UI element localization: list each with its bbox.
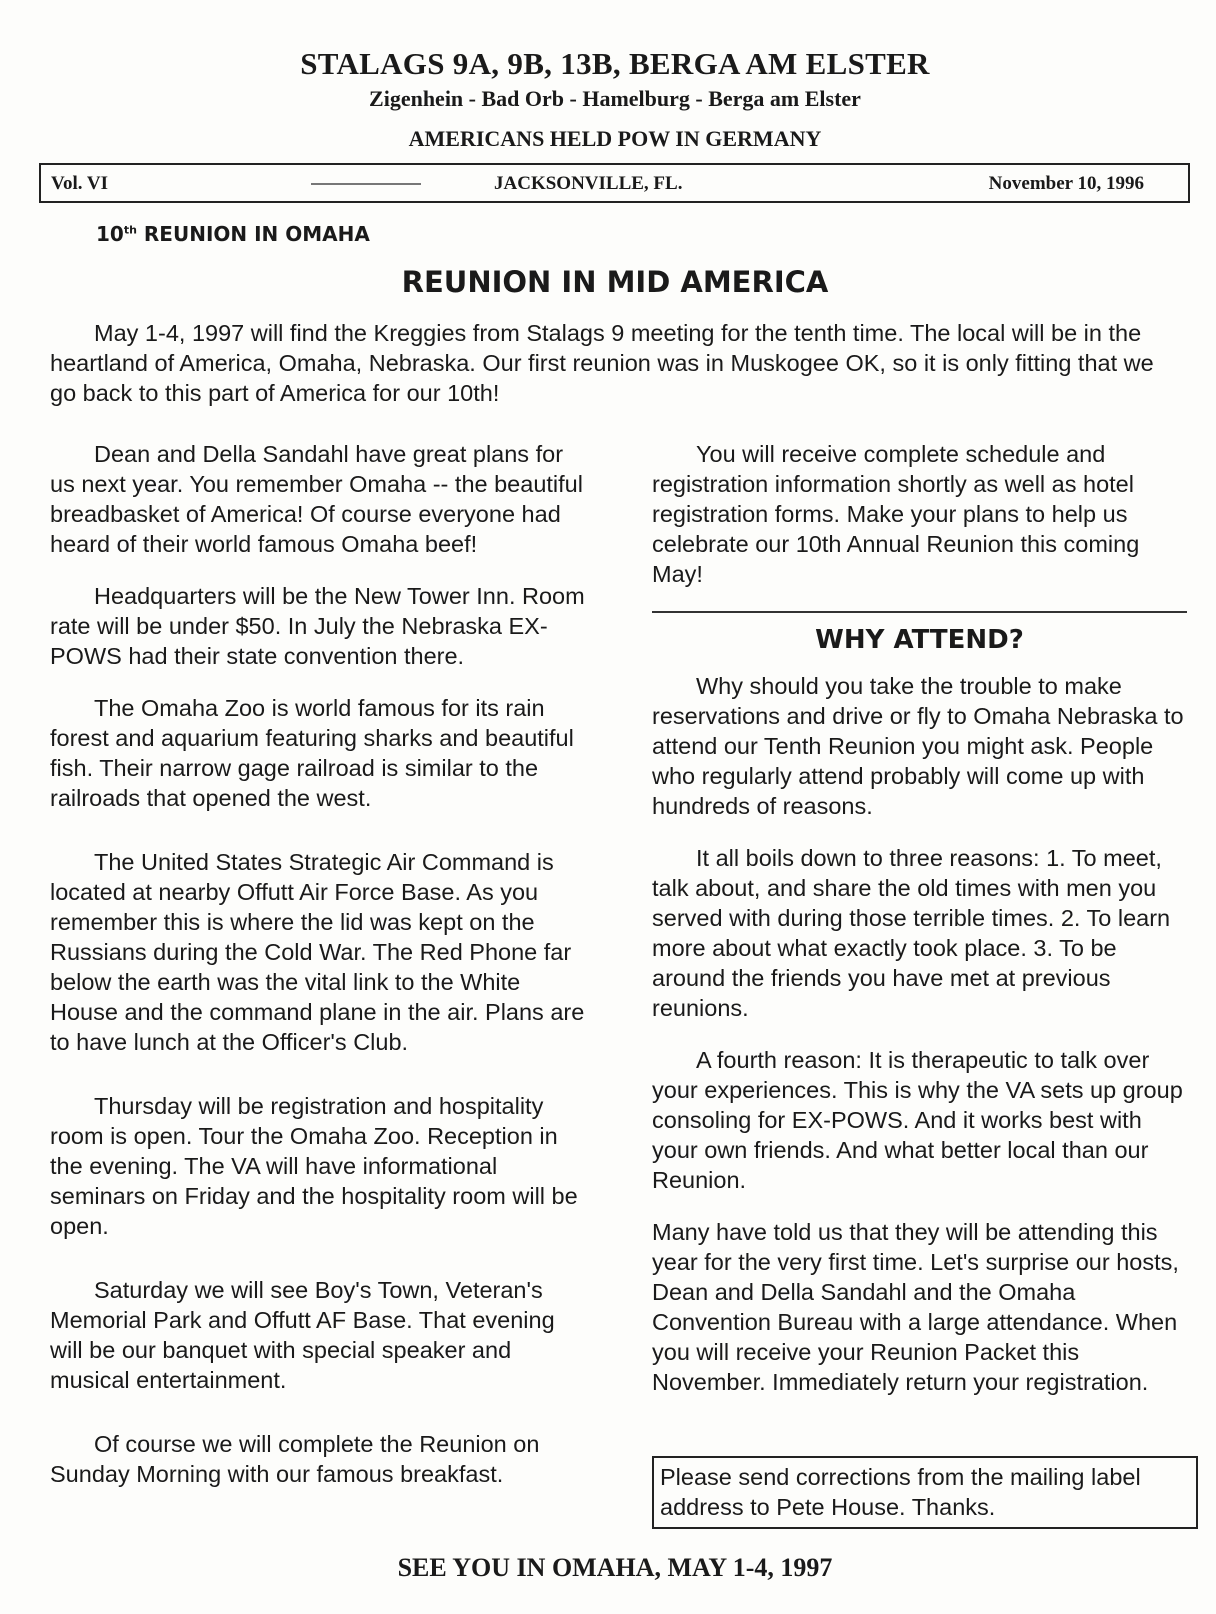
camp-list: Zigenhein - Bad Orb - Hamelburg - Berga am Elster <box>369 86 861 111</box>
paragraph-saturday: Saturday we will see Boy's Town, Veteran's Memorial Park and Offutt AF Base. That evening will be our banquet with special speaker and musical entertainment. <box>50 1277 555 1393</box>
right-column <box>652 439 1192 1419</box>
intro-paragraph: May 1-4, 1997 will find the Kreggies from Stalags 9 meeting for the tenth time. The local will be in the heartland of America, Omaha, Nebraska. Our first reunion was in Muskogee OK, so it is only fitting that we go back to this part of America for our 10th! <box>50 320 1154 406</box>
why-attend-heading: WHY ATTEND? <box>815 625 1024 655</box>
paragraph-headquarters: Headquarters will be the New Tower Inn. Room rate will be under $50. In July the Nebraska EX-POWS had their state convention there. <box>50 583 585 669</box>
paragraph-zoo: The Omaha Zoo is world famous for its rain forest and aquarium featuring sharks and beautiful fish. Their narrow gage railroad is similar to the railroads that opened the west. <box>50 695 574 811</box>
paragraph-why: Why should you take the trouble to make reservations and drive or fly to Omaha Nebraska to attend our Tenth Reunion you might ask. People who regularly attend probably will come up with hundreds of reasons. <box>652 673 1184 819</box>
issue-bar <box>39 163 1190 203</box>
masthead <box>0 44 1216 154</box>
headline: REUNION IN MID AMERICA <box>401 265 829 299</box>
left-column <box>50 439 590 1511</box>
divider-rule <box>311 183 421 185</box>
paragraph-plans: Dean and Della Sandahl have great plans for us next year. You remember Omaha -- the beautiful breadbasket of America! Of course everyone had heard of their world famous Omaha beef! <box>50 441 583 557</box>
footer-slogan: SEE YOU IN OMAHA, MAY 1-4, 1997 <box>397 1553 833 1582</box>
paragraph-reasons: It all boils down to three reasons: 1. To meet, talk about, and share the old times with men you served with during those terrible times. 2. To learn more about what exactly took place. 3. To be around the friends you have met at previous reunions. <box>652 845 1171 1021</box>
volume-label: Vol. VI <box>51 173 109 194</box>
section-kicker <box>96 222 370 246</box>
paragraph-closing: Many have told us that they will be attending this year for the very first time. Let's surprise our hosts, Dean and Della Sandahl and the Omaha Convention Bureau with a large attendance. When you will receive your Reunion Packet this November. Immediately return your registration. <box>652 1219 1179 1395</box>
paragraph-fourth-reason: A fourth reason: It is therapeutic to talk over your experiences. This is why the VA sets up group consoling for EX-POWS. And it works best with your own friends. And what better local than our Reunion. <box>652 1047 1183 1193</box>
paragraph-thursday: Thursday will be registration and hospitality room is open. Tour the Omaha Zoo. Reception in the evening. The VA will have informational seminars on Friday and the hospitality room will be open. <box>50 1093 578 1239</box>
kicker-text: REUNION IN OMAHA <box>136 222 370 246</box>
corrections-notice: Please send corrections from the mailing label address to Pete House. Thanks. <box>652 1456 1198 1529</box>
location-label: JACKSONVILLE, FL. <box>494 173 683 194</box>
newsletter-title: STALAGS 9A, 9B, 13B, BERGA AM ELSTER <box>300 46 930 81</box>
tagline: AMERICANS HELD POW IN GERMANY <box>408 126 822 151</box>
paragraph-registration: You will receive complete schedule and registration information shortly as well as hotel registration forms. Make your plans to help us celebrate our 10th Annual Reunion this coming May! <box>652 441 1140 587</box>
paragraph-air-command: The United States Strategic Air Command is located at nearby Offutt Air Force Base. As you remember this is where the lid was kept on the Russians during the Cold War. The Red Phone far below the earth was the vital link to the White House and the command plane in the air. Plans are to have lunch at the Officer's Club. <box>50 849 585 1055</box>
kicker-number: 10th <box>96 222 137 246</box>
paragraph-sunday: Of course we will complete the Reunion on Sunday Morning with our famous breakfast. <box>50 1431 540 1487</box>
issue-date: November 10, 1996 <box>988 173 1144 194</box>
section-divider <box>652 611 1187 613</box>
